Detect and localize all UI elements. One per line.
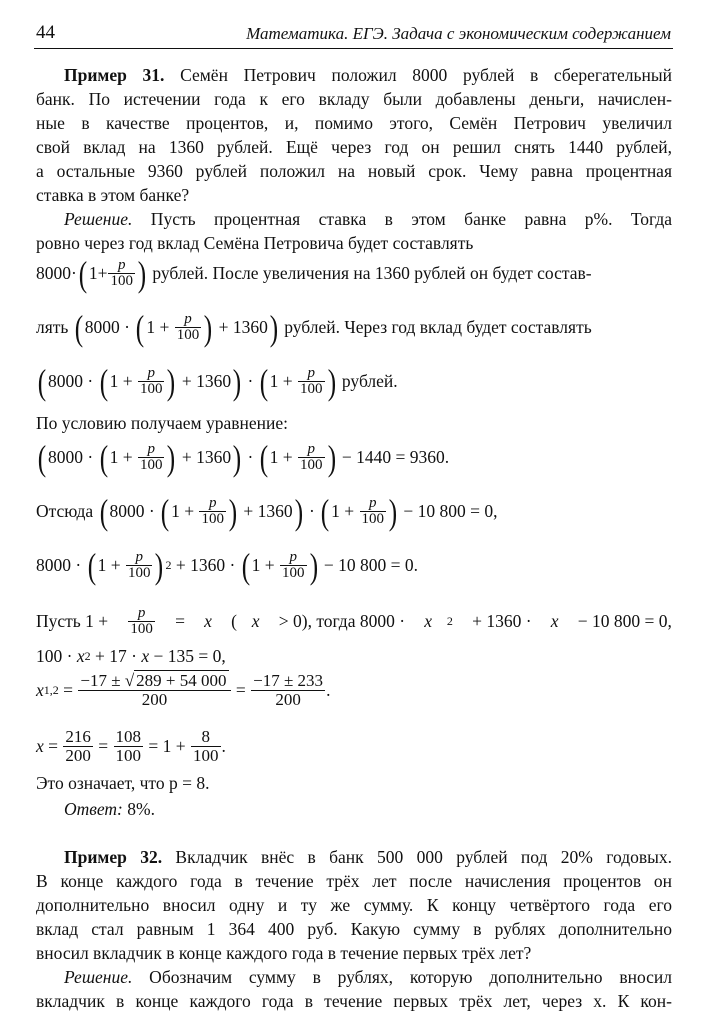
math-line-1 [36,307,592,348]
right-paren: ) [327,437,336,478]
math-line-6 [36,606,672,637]
left-paren: ( [78,253,88,294]
denominator: 100 [282,565,305,581]
math-text: 8000 · [48,371,98,391]
variable: x [424,611,433,631]
math-text: − 10 800 = 0, [573,611,672,631]
fraction [360,496,387,527]
left-paren: ( [259,437,268,478]
solution-label: Решение. [64,209,133,229]
math-text: + 1360 · [467,611,536,631]
superscript: 2 [165,558,172,572]
numerator: p [128,606,155,622]
answer-label: Ответ: [64,799,123,819]
math-line-9 [36,728,226,765]
fraction [138,442,165,473]
math-line-7 [36,646,226,667]
left-paren: ( [136,307,145,348]
superscript: 2 [446,614,453,628]
left-paren: ( [87,545,96,586]
fraction [126,550,153,581]
right-paren: ) [232,437,242,478]
left-paren: ( [99,361,108,402]
meaning-text: Это означает, что p = 8. [36,773,210,793]
header-rule [34,48,673,49]
right-paren: ) [232,361,242,402]
math-text: Пусть 1 + [36,611,113,631]
numerator: p [138,366,165,382]
superscript: 2 [84,649,91,663]
denominator: 100 [201,511,224,527]
math-text: лять [36,317,73,337]
denominator: 100 [130,621,153,637]
ex32-line-1: В конце каждого года в течение трёх лет после начисления процентов он [36,871,672,891]
math-text: 8000 · [48,447,98,467]
ex32-line-0: Пример 32. Вкладчик внёс в банк 500 000 рублей под 20% годовых. [64,847,672,867]
denominator: 100 [127,565,151,581]
numerator: p [360,496,387,512]
solution-label: Решение. [64,967,133,987]
answer-line: Ответ: 8%. [64,799,155,819]
ex31-line-3: свой вклад на 1360 рублей. Ещё через год он решил снять 1440 рублей, [36,137,672,157]
math-text: −17 ± [80,671,125,690]
fraction [280,550,307,581]
fraction [128,606,155,637]
ex31-line-5: ставка в этом банке? [36,185,190,205]
ex31-solution-line-2: ровно через год вклад Семёна Петровича будет составлять [36,233,474,253]
math-text: + 1360 [177,447,232,467]
math-text: 1 + [269,447,298,467]
variable: x [36,680,44,700]
running-title: Математика. ЕГЭ. Задача с экономическим содержанием [246,24,671,43]
right-paren: ) [327,361,336,402]
fraction [298,366,325,397]
math-text: 100 · [36,646,77,666]
left-paren: ( [241,545,250,586]
math-text: + 1360 [238,501,293,521]
ex32-line-2: дополнительно вносил одну и ту же сумму. К концу четвёртого года его [36,895,672,915]
ex31-line-0: Пример 31. Семён Петрович положил 8000 рублей в сберегательный [64,65,672,85]
variable: x [251,611,260,631]
right-paren: ) [228,491,238,532]
math-text: − 10 800 = 0, [399,501,498,521]
math-text: = [170,611,190,631]
math-text: 1 + [97,555,125,575]
denominator: 100 [193,746,219,765]
math-text: рублей. После увеличения на 1360 рублей он будет состав- [147,263,592,283]
math-text: − 1440 = 9360. [337,447,450,467]
math-text: = [93,736,113,756]
denominator: 100 [139,457,163,473]
variable: x [76,646,85,666]
math-text: · [243,447,258,467]
numerator: −17 ± 233 [253,671,324,690]
denominator: 100 [176,327,200,343]
math-text: ( [226,611,237,631]
right-paren: ) [204,307,213,348]
numerator: p [175,312,202,328]
right-paren: ) [388,491,398,532]
math-text: + 1360 [177,371,232,391]
math-text: 1 + [251,555,280,575]
left-paren: ( [99,491,108,532]
ex32-solution-line-2: вкладчик в конце каждого года в течение первых трёх лет, через x. К кон- [36,991,672,1011]
fraction [298,442,325,473]
math-text: рублей. [337,371,398,391]
variable: x [36,736,44,756]
denominator: 100 [139,381,163,397]
numerator [78,672,230,691]
math-line-2 [36,361,398,402]
math-text: 1 + [109,447,137,467]
math-line-5 [36,545,419,586]
denominator: 100 [300,457,323,473]
math-text: = [58,680,78,700]
numerator: p [298,366,325,382]
ex31-line-2: ные в качестве процентов, и, помимо этого, Семён Петрович увеличил [36,113,672,133]
math-text: 1 + [146,317,174,337]
math-line-4 [36,491,498,532]
fraction [114,728,144,765]
right-paren: ) [137,253,147,294]
math-text: Отсюда [36,501,98,521]
math-text: + 1360 · [171,555,240,575]
right-paren: ) [269,307,279,348]
fraction [175,312,202,343]
math-text: . [326,680,331,700]
numerator: 108 [115,727,142,746]
ex32-line-3: вклад стал равным 1 364 400 руб. Какую сумму в рублях дополнительно [36,919,672,939]
variable: x [204,611,212,631]
math-line-8 [36,672,330,709]
math-text: = [231,680,251,700]
fraction [251,672,325,709]
fraction [78,672,230,709]
numerator: 216 [65,727,91,746]
radicand: 289 + 54 000 [136,671,227,690]
math-text: + 1360 [214,317,268,337]
ex31-line-4: а остальные 9360 рублей положил на новый срок. Чему равна процентная [36,161,672,181]
ex31-label: Пример 31. [64,65,165,85]
subscript: 1,2 [43,683,59,697]
math-text: 1 + [171,501,199,521]
math-line-0 [36,253,592,294]
right-paren: ) [167,437,176,478]
ex32-line-4: вносил вкладчик в конце каждого года в течение первых трёх лет? [36,943,532,963]
page-number: 44 [36,22,55,43]
right-paren: ) [167,361,176,402]
numerator: p [108,258,135,274]
right-paren: ) [294,491,303,532]
left-paren: ( [160,491,170,532]
math-text: 8000 · [84,317,135,337]
numerator: 8 [191,728,221,747]
sqrt-icon: √ [124,671,135,690]
math-text: − 10 800 = 0. [319,555,419,575]
fraction [108,258,135,289]
math-text: = [43,736,63,756]
math-text: + 17 · [90,646,142,666]
left-paren: ( [74,307,83,348]
variable: x [550,611,559,631]
math-text: · [243,371,258,391]
denominator: 100 [110,273,133,289]
right-paren: ) [309,545,318,586]
ex32-label: Пример 32. [64,847,163,867]
math-text: 8000 · [36,555,86,575]
fraction [199,496,226,527]
math-line-3 [36,437,450,478]
math-text: рублей. Через год вклад будет составлять [279,317,592,337]
math-text: 1 + [109,371,137,391]
fraction [138,366,165,397]
math-text: 1 + [331,501,359,521]
denominator: 200 [141,690,168,709]
math-text: · [304,501,320,521]
math-text: 1 + [269,371,298,391]
numerator: p [280,550,307,566]
math-text: . [221,736,226,756]
variable: x [141,646,150,666]
ex32-solution-line-1: Решение. Обозначим сумму в рублях, которую дополнительно вносил [64,967,672,987]
math-text: = 1 + [144,736,191,756]
numerator: p [138,442,165,458]
math-text: 1+ [88,263,108,283]
denominator: 100 [300,381,323,397]
left-paren: ( [37,437,47,478]
condition-text: По условию получаем уравнение: [36,413,289,433]
left-paren: ( [259,361,268,402]
left-paren: ( [320,491,330,532]
math-text: 8000· [36,263,77,283]
denominator: 100 [361,511,385,527]
left-paren: ( [37,361,47,402]
ex31-solution-line-1: Решение. Пусть процентная ставка в этом банке равна p%. Тогда [64,209,672,229]
ex31-line-1: банк. По истечении года к его вкладу были добавлены деньги, начислен- [36,89,672,109]
denominator: 200 [275,690,301,709]
numerator: p [298,442,325,458]
fraction [63,728,93,765]
left-paren: ( [99,437,108,478]
denominator: 100 [115,746,142,765]
numerator: p [199,496,226,512]
numerator: p [126,550,153,566]
right-paren: ) [155,545,164,586]
fraction [191,728,221,765]
math-text: − 135 = 0, [149,646,226,666]
math-text: 8000 · [109,501,160,521]
denominator: 200 [65,746,91,765]
math-text: > 0), тогда 8000 · [274,611,410,631]
